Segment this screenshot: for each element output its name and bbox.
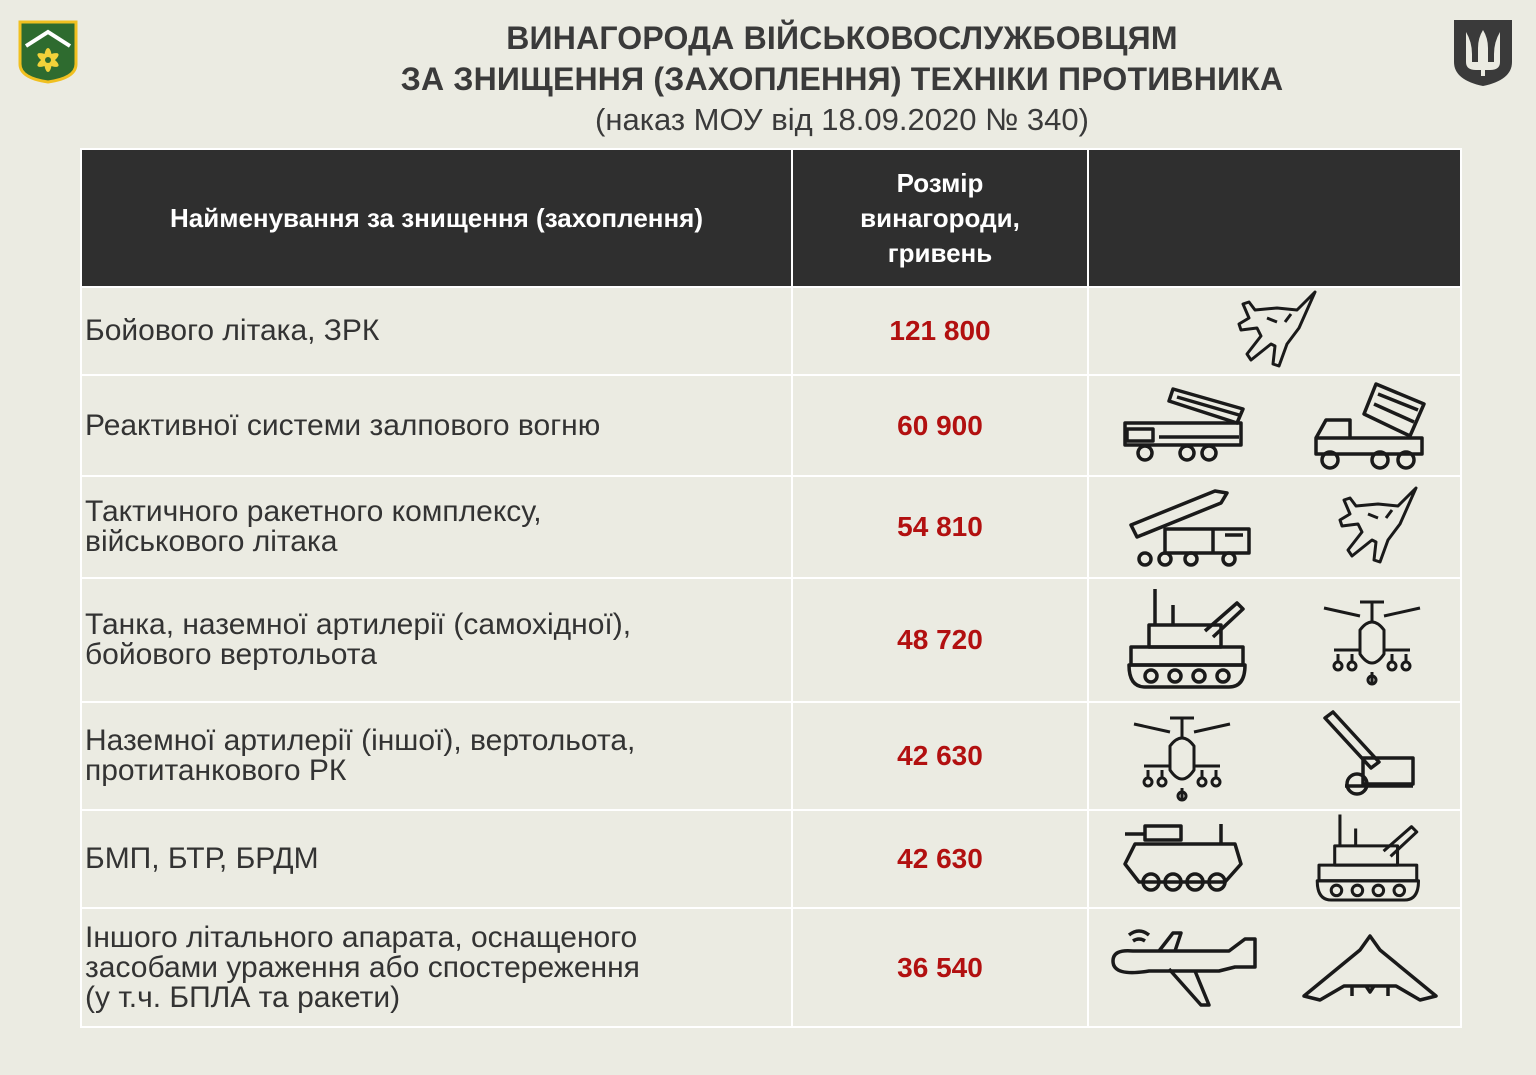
row-name [81,287,792,375]
row-name-line: Тактичного ракетного комплексу, [85,495,542,528]
armored-vehicle-icon [1121,820,1243,898]
amount-header-line: Розмір [896,167,984,198]
column-header-icons [1088,149,1461,287]
row-name-line: (у т.ч. БПЛА та ракети) [85,980,401,1014]
row-icons [1088,476,1461,578]
row-name-line: Реактивної системи залпового вогню [85,408,601,442]
row-name [81,476,792,578]
column-header-name: Найменування за знищення (захоплення) [81,149,792,287]
attack-helicopter-icon [1320,592,1424,688]
row-icons [1088,810,1461,908]
column-header-amount [792,149,1088,287]
row-amount: 121 800 [792,287,1088,375]
row-name [81,810,792,908]
missile-launcher-truck-icon [1125,485,1255,569]
row-amount: 36 540 [792,908,1088,1027]
row-name-line: Бойового літака, ЗРК [85,314,380,347]
row-name-line: бойового вертольота [85,638,377,671]
table-row [81,810,1461,908]
row-name-line: Наземної артилерії (іншої), вертольота, [85,724,636,757]
table-row [81,287,1461,375]
table-row [81,476,1461,578]
rocket-launcher-truck-icon [1119,381,1249,471]
row-name-line: БМП, БТР, БРДМ [85,842,319,875]
howitzer-icon [1315,708,1419,804]
amount-header-line: винагороди, [860,202,1020,233]
row-name-line: протитанкового РК [85,754,347,787]
table-header-row [81,149,1461,287]
tank-icon [1306,811,1428,907]
row-icons [1088,375,1461,476]
row-name-line: Іншого літального апарата, оснащеного [85,920,638,954]
row-icons [1088,908,1461,1027]
flying-wing-drone-icon [1300,930,1440,1006]
title-line-1: ВИНАГОРОДА ВІЙСЬКОВОСЛУЖБОВЦЯМ [506,20,1178,56]
row-amount: 48 720 [792,578,1088,702]
order-subtitle: (наказ МОУ від 18.09.2020 № 340) [595,102,1089,137]
row-icons [1088,702,1461,810]
row-amount: 60 900 [792,375,1088,476]
row-amount: 54 810 [792,476,1088,578]
self-propelled-artillery-icon [1125,585,1247,695]
row-name [81,375,792,476]
row-name-line: засобами ураження або спостереження [85,950,640,984]
helicopter-icon [1130,708,1234,804]
uav-drone-icon [1109,923,1259,1013]
row-name-line: військового літака [85,525,338,558]
row-icons [1088,578,1461,702]
title-line-2: ЗА ЗНИЩЕННЯ (ЗАХОПЛЕННЯ) ТЕХНІКИ ПРОТИВНИКА [400,61,1284,97]
table-row [81,702,1461,810]
amount-header-line: гривень [887,237,993,268]
fighter-jet-icon [1227,288,1323,374]
mlrs-truck-icon [1310,378,1430,474]
page-title [0,18,1536,140]
row-amount: 42 630 [792,702,1088,810]
fighter-jet-icon [1328,482,1424,572]
row-name-line: Танка, наземної артилерії (самохідної), [85,608,632,641]
reward-table [80,148,1462,1028]
row-name [81,578,792,702]
table-row [81,375,1461,476]
row-icons [1088,287,1461,375]
row-name [81,702,792,810]
table-row [81,578,1461,702]
table-row [81,908,1461,1027]
row-name [81,908,792,1027]
row-amount: 42 630 [792,810,1088,908]
